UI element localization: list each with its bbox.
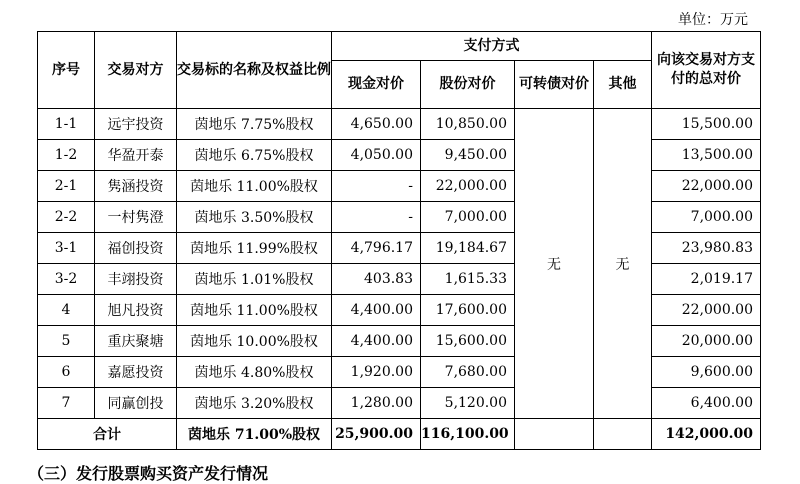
cell-bond-merged: 无 (515, 109, 594, 419)
cell-seq: 3-1 (38, 233, 95, 264)
sum-bond-empty (515, 419, 594, 450)
cell-party: 丰翊投资 (95, 264, 177, 295)
cell-total: 9,600.00 (652, 357, 761, 388)
cell-party: 华盈开泰 (95, 140, 177, 171)
cell-cash: 4,400.00 (332, 295, 421, 326)
header-seq: 序号 (38, 32, 95, 109)
table-row (38, 388, 761, 419)
sum-row (38, 419, 761, 450)
transaction-table (37, 31, 761, 450)
cell-other-merged: 无 (594, 109, 652, 419)
table-row (38, 140, 761, 171)
cell-target: 茵地乐 11.00%股权 (177, 295, 332, 326)
cell-share: 22,000.00 (421, 171, 515, 202)
cell-cash: - (332, 202, 421, 233)
cell-cash: 4,050.00 (332, 140, 421, 171)
cell-party: 福创投资 (95, 233, 177, 264)
cell-share: 9,450.00 (421, 140, 515, 171)
cell-party: 旭凡投资 (95, 295, 177, 326)
cell-total: 15,500.00 (652, 109, 761, 140)
cell-share: 19,184.67 (421, 233, 515, 264)
cell-target: 茵地乐 6.75%股权 (177, 140, 332, 171)
sum-target: 茵地乐 71.00%股权 (177, 419, 332, 450)
cell-seq: 3-2 (38, 264, 95, 295)
cell-total: 22,000.00 (652, 295, 761, 326)
unit-label: 单位：万元 (678, 12, 748, 28)
cell-seq: 1-1 (38, 109, 95, 140)
cell-party: 同赢创投 (95, 388, 177, 419)
header-target: 交易标的名称及权益比例 (177, 32, 332, 109)
header-total: 向该交易对方支付的总对价 (652, 32, 761, 109)
cell-total: 20,000.00 (652, 326, 761, 357)
cell-total: 13,500.00 (652, 140, 761, 171)
cell-cash: - (332, 171, 421, 202)
cell-share: 15,600.00 (421, 326, 515, 357)
cell-seq: 4 (38, 295, 95, 326)
cell-cash: 4,400.00 (332, 326, 421, 357)
cell-target: 茵地乐 7.75%股权 (177, 109, 332, 140)
cell-cash: 1,920.00 (332, 357, 421, 388)
cell-share: 5,120.00 (421, 388, 515, 419)
sum-total: 142,000.00 (652, 419, 761, 450)
cell-share: 7,680.00 (421, 357, 515, 388)
cell-target: 茵地乐 10.00%股权 (177, 326, 332, 357)
header-bond: 可转债对价 (515, 61, 594, 109)
table-row (38, 295, 761, 326)
header-other: 其他 (594, 61, 652, 109)
cell-cash: 403.83 (332, 264, 421, 295)
cell-seq: 6 (38, 357, 95, 388)
cell-total: 2,019.17 (652, 264, 761, 295)
cell-cash: 4,796.17 (332, 233, 421, 264)
cell-seq: 2-2 (38, 202, 95, 233)
cell-total: 22,000.00 (652, 171, 761, 202)
cell-share: 10,850.00 (421, 109, 515, 140)
cell-seq: 2-1 (38, 171, 95, 202)
table-row (38, 202, 761, 233)
cell-share: 7,000.00 (421, 202, 515, 233)
table-row (38, 109, 761, 140)
table-row (38, 171, 761, 202)
cell-target: 茵地乐 3.50%股权 (177, 202, 332, 233)
cell-party: 嘉愿投资 (95, 357, 177, 388)
sum-cash: 25,900.00 (332, 419, 421, 450)
cell-total: 6,400.00 (652, 388, 761, 419)
cell-total: 7,000.00 (652, 202, 761, 233)
table-row (38, 233, 761, 264)
header-payment: 支付方式 (332, 32, 652, 61)
cell-cash: 1,280.00 (332, 388, 421, 419)
cell-target: 茵地乐 11.00%股权 (177, 171, 332, 202)
table-row (38, 326, 761, 357)
cell-share: 1,615.33 (421, 264, 515, 295)
cell-target: 茵地乐 1.01%股权 (177, 264, 332, 295)
sum-share: 116,100.00 (421, 419, 515, 450)
cell-party: 一村隽澄 (95, 202, 177, 233)
cell-seq: 5 (38, 326, 95, 357)
cell-seq: 7 (38, 388, 95, 419)
cell-target: 茵地乐 4.80%股权 (177, 357, 332, 388)
header-party: 交易对方 (95, 32, 177, 109)
cell-seq: 1-2 (38, 140, 95, 171)
header-cash: 现金对价 (332, 61, 421, 109)
sum-label: 合计 (38, 419, 177, 450)
next-section-heading: （三）发行股票购买资产发行情况 (28, 464, 269, 483)
cell-target: 茵地乐 11.99%股权 (177, 233, 332, 264)
cell-party: 重庆聚塘 (95, 326, 177, 357)
cell-cash: 4,650.00 (332, 109, 421, 140)
cell-party: 隽涵投资 (95, 171, 177, 202)
table-row (38, 264, 761, 295)
cell-party: 远宇投资 (95, 109, 177, 140)
cell-target: 茵地乐 3.20%股权 (177, 388, 332, 419)
sum-other-empty (594, 419, 652, 450)
header-share: 股份对价 (421, 61, 515, 109)
table-row (38, 357, 761, 388)
cell-total: 23,980.83 (652, 233, 761, 264)
cell-share: 17,600.00 (421, 295, 515, 326)
